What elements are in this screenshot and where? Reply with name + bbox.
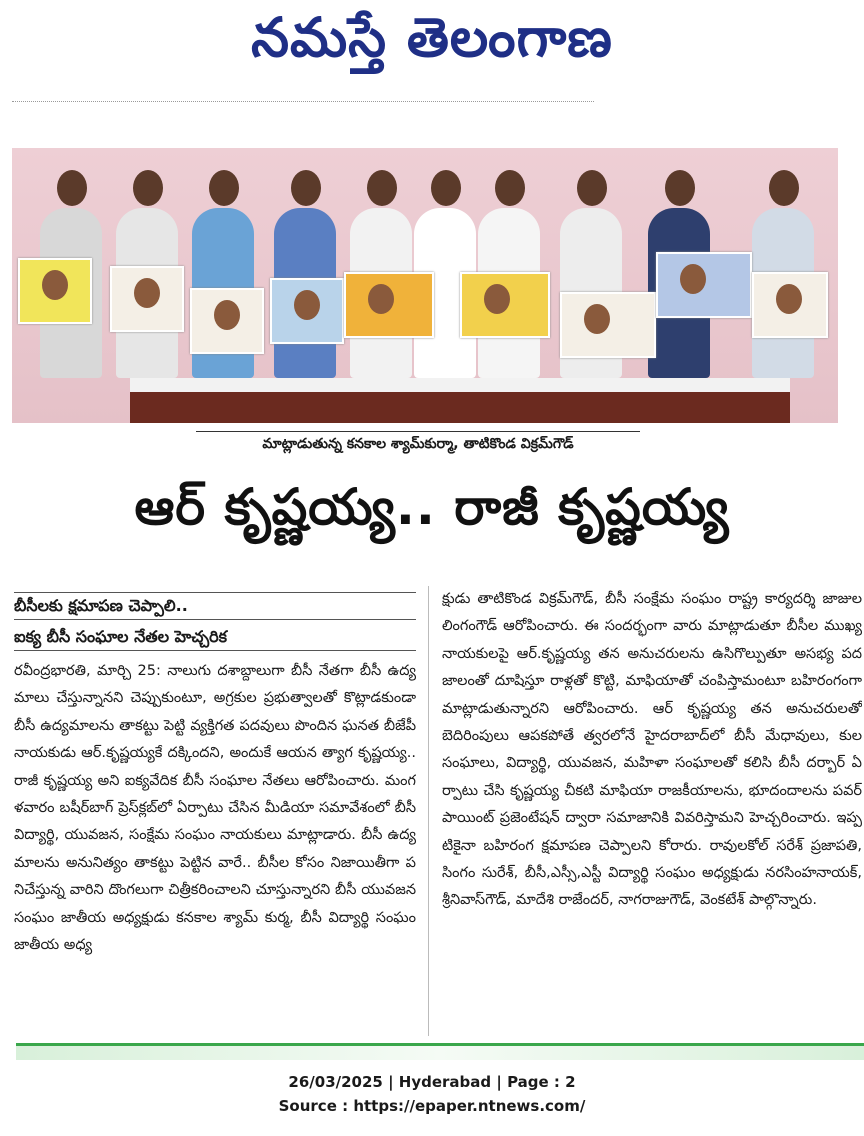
photo-poster xyxy=(110,266,184,332)
article-body-right-column: క్షుడు తాటికొండ విక్రమ్‌గౌడ్, బీసీ సంక్షేమ సంఘం రాష్ట్ర కార్యదర్శి జాజుల లింగంగౌడ్ ఆరోపించారు. ఈ సందర్భంగా వారు మాట్లాడుతూ బీసీల ముఖ్య నాయకులపై ఆర్.కృష్ణయ్య తన అనుచరులను ఉసిగొల్పుతూ అసభ్య పదజాలంతో దూషిస్తూ రాళ్లతో కొట్టి, మాఫియాతో చంపిస్తామంటూ బహిరంగంగా మాట్లాడుతున్నారని ఆరోపించారు. ఆర్ కృష్ణయ్య తన అనుచరులతో బెదిరింపులు ఆపకపోతే త్వరలోనే హైదరాబాద్‌లో బీసీ మేధావులు, కులసంఘాలు, విద్యార్థి, యువజన, మహిళా సంఘాలతో కలిసి బీసీ దర్బార్ ఏర్పాటు చేసి కృష్ణయ్య చీకటి మాఫియా రాజకీయాలను, భూదందాలను పవర్ పాయింట్ ప్రజెంటేషన్ ద్వారా సమాజానికి వివరిస్తామని హెచ్చరించారు. ఇప్పటికైనా బహిరంగ క్షమాపణ చెప్పాలని కోరారు. రావులకోల్ సరేశ్ ప్రజాపతి, సింగం సురేశ్, బీసీ,ఎస్సీ,ఎస్టీ విద్యార్థి సంఘం అధ్యక్షుడు నరసింహనాయక్, శ్రీనివాస్‌గౌడ్, మాదేశి రాజేందర్, నాగరాజుగౌడ్, వెంకటేశ్ పాల్గొన్నారు. xyxy=(442,591,862,909)
photo-caption: మాట్లాడుతున్న కనకాల శ్యామ్‌కుర్మా, తాటికొండ విక్రమ్‌గౌడ్ xyxy=(196,431,640,456)
photo-table xyxy=(130,392,790,423)
newspaper-title: నమస్తే తెలంగాణ xyxy=(251,6,613,69)
article-subhead-1: బీసీలకు క్షమాపణ చెప్పాలి.. xyxy=(14,592,416,620)
photo-poster xyxy=(270,278,344,344)
photo-poster xyxy=(752,272,828,338)
masthead-divider xyxy=(12,101,594,110)
photo-poster xyxy=(560,292,656,358)
masthead xyxy=(0,0,864,96)
photo-poster xyxy=(344,272,434,338)
article-body-left-column: రవీంద్రభారతి, మార్చి 25: నాలుగు దశాబ్దాలుగా బీసీ నేతగా బీసీ ఉద్యమాలు చేస్తున్నానని చెప్పుకుంటూ, అగ్రకుల ప్రభుత్వాలతో కొట్లాడకుండా బీసీ ఉద్యమాలను తాకట్టు పెట్టి వ్యక్తిగత పదవులు పొందిన ఘనత బీజేపీ నాయకుడు ఆర్.కృష్ణయ్యకే దక్కిందని, అందుకే ఆయన త్యాగ కృష్ణయ్య..రాజీ కృష్ణయ్య అని ఐక్యవేదిక బీసీ సంఘాల నేతలు ఆరోపించారు. మంగళవారం బషీర్‌బాగ్ ప్రెస్‌క్లబ్‌లో ఏర్పాటు చేసిన మీడియా సమావేశంలో బీసీ విద్యార్థి, యువజన, సంక్షేమ సంఘం నాయకులు మాట్లాడారు. బీసీ ఉద్యమాలను అనునిత్యం తాకట్టు పెట్టిన వారే.. బీసీల కోసం నిజాయితీగా పనిచేస్తున్న వారిని దొంగలుగా చిత్రీకరించాలని చూస్తున్నారని బీసీ యువజన సంఘం జాతీయ అధ్యక్షుడు కనకాల శ్యామ్ కుర్మ, బీసీ విద్యార్థి సంఘం జాతీయ అధ్య xyxy=(14,663,416,954)
photo-poster xyxy=(18,258,92,324)
article-subhead-2: ఐక్య బీసీ సంఘాల నేతల హెచ్చరిక xyxy=(14,624,416,651)
footer-date-edition: 26/03/2025 | Hyderabad | Page : 2 xyxy=(288,1073,576,1091)
article-headline: ఆర్ కృష్ణయ్య.. రాజీ కృష్ణయ్య xyxy=(134,478,730,536)
press-meet-photo xyxy=(12,148,838,423)
photo-table-cloth xyxy=(130,378,790,392)
footer-source: Source : https://epaper.ntnews.com/ xyxy=(278,1097,586,1115)
photo-poster xyxy=(190,288,264,354)
photo-poster xyxy=(460,272,550,338)
advertisement-strip xyxy=(16,1043,864,1060)
photo-poster xyxy=(656,252,752,318)
column-divider xyxy=(428,586,429,1036)
